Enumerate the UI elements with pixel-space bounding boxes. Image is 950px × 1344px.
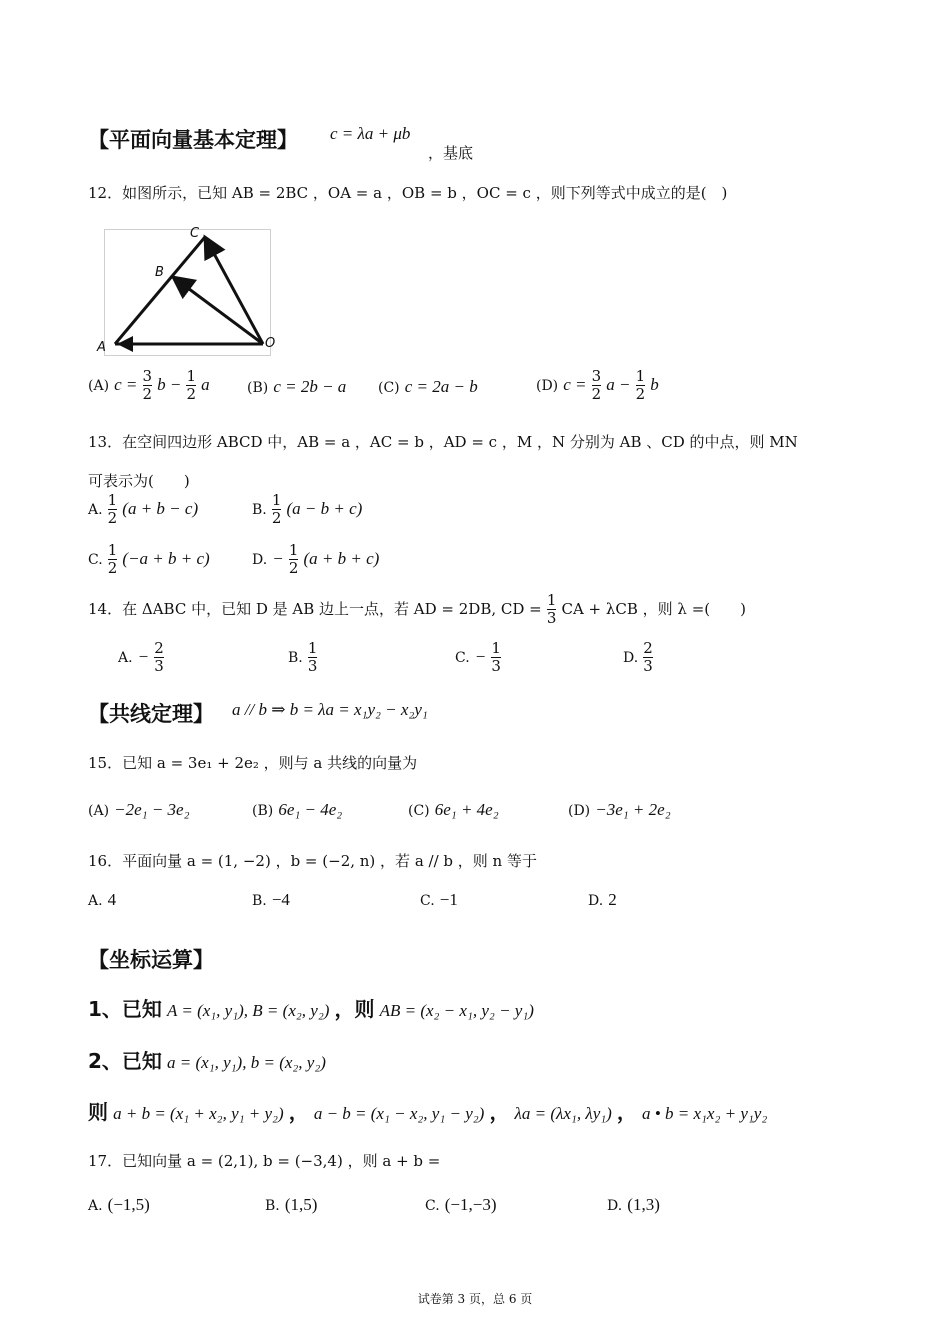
fraction: $\frac{1}{3}$ <box>491 639 501 675</box>
question-17-option-c: C. (−1,−3) <box>425 1195 497 1214</box>
fraction: $\frac{3}{2}$ <box>142 367 153 403</box>
question-13-stem: 13．在空间四边形 ABCD 中，AB = a ，AC = b ，AD = c ，M ，N 分别为 AB 、CD 的中点，则 MN <box>88 433 798 451</box>
figure-label-c: C <box>190 226 200 241</box>
question-13-option-b: B. $\frac{1}{2}$ (a − b + c) <box>252 491 363 527</box>
question-13-stem-line-2: 可表示为( ) <box>88 472 190 490</box>
question-15-option-b: (B) 6e₁ − 4e₂ <box>252 800 343 819</box>
fraction: $\frac{1}{2}$ <box>107 541 118 577</box>
question-16-option-b: B. −4 <box>252 890 290 909</box>
question-13-option-a: A. $\frac{1}{2}$ (a + b − c) <box>88 491 199 527</box>
question-12-option-d: (D) c = $\frac{3}{2}$ a − $\frac{1}{2}$ b <box>536 367 659 403</box>
fraction: $\frac{1}{2}$ <box>186 367 197 403</box>
rule-3: 则 a + b = (x₁ + x₂, y₁ + y₂) ， a − b = (x₁ − x₂, y₁ − y₂) ， λa = (λx₁, λy₁) ， a • b = x₁x₂ + y₁y₂ <box>88 1100 768 1124</box>
question-12-option-b: (B) c = 2b − a <box>247 377 347 396</box>
question-14-option-a: A. − $\frac{2}{3}$ <box>118 639 164 675</box>
fraction: $\frac{1}{3}$ <box>307 639 318 675</box>
rule-2: 2、已知 a = (x₁, y₁), b = (x₂, y₂) <box>88 1049 326 1073</box>
page-footer: 试卷第 3 页，总 6 页 <box>417 1292 533 1306</box>
question-15-option-a: (A) −2e₁ − 3e₂ <box>88 800 190 819</box>
section-title-basic-theorem: 【平面向量基本定理】 <box>88 128 298 152</box>
question-12-option-c: (C) c = 2a − b <box>378 377 478 396</box>
option-lhs: c = <box>114 375 138 394</box>
vector-ob <box>173 277 263 344</box>
question-15-option-c: (C) 6e₁ + 4e₂ <box>408 800 499 819</box>
question-17-option-d: D. (1,3) <box>607 1195 660 1214</box>
question-16-option-a: A. 4 <box>88 890 117 909</box>
question-17-option-b: B. (1,5) <box>265 1195 318 1214</box>
question-14-option-d: D. $\frac{2}{3}$ <box>623 639 653 675</box>
question-16-option-d: D. 2 <box>588 890 617 909</box>
question-14-stem: 14．在 ΔABC 中，已知 D 是 AB 边上一点，若 AD = 2DB, CD = $\frac{1}{3}$ CA + λCB ，则 λ =( ) <box>88 591 746 627</box>
rule-1: 1、已知 A = (x₁, y₁), B = (x₂, y₂) ，则 AB = (x₂ − x₁, y₂ − y₁) <box>88 997 534 1021</box>
fraction: $\frac{2}{3}$ <box>643 639 653 675</box>
question-14-option-b: B. $\frac{1}{3}$ <box>288 639 318 675</box>
figure-label-o: O <box>265 336 276 351</box>
question-17-option-a: A. (−1,5) <box>88 1195 150 1214</box>
question-14-option-c: C. − $\frac{1}{3}$ <box>455 639 501 675</box>
question-13-option-d: D. − $\frac{1}{2}$ (a + b + c) <box>252 541 380 577</box>
option-tag: (A) <box>88 378 110 394</box>
question-15-stem: 15．已知 a = 3e₁ + 2e₂ ，则与 a 共线的向量为 <box>88 754 418 772</box>
question-15-option-d: (D) −3e₁ + 2e₂ <box>568 800 671 819</box>
section-formula-collinear: a // b ⇒ b = λa = x₁y₂ − x₂y₁ <box>232 700 428 719</box>
question-12-triangle-figure <box>95 222 285 362</box>
fraction: $\frac{3}{2}$ <box>591 367 602 403</box>
figure-label-a: A <box>97 340 106 355</box>
fraction: $\frac{1}{3}$ <box>546 591 557 627</box>
figure-label-b: B <box>155 265 164 280</box>
question-16-option-c: C. −1 <box>420 890 458 909</box>
section-title-coordinate-operations: 【坐标运算】 <box>88 948 214 972</box>
fraction: $\frac{1}{2}$ <box>635 367 646 403</box>
fraction: $\frac{1}{2}$ <box>271 491 282 527</box>
question-17-stem: 17．已知向量 a = (2,1), b = (−3,4) ，则 a + b = <box>88 1152 441 1170</box>
vector-oc <box>205 237 263 344</box>
section-formula-basic-theorem: c = λa + μb <box>330 124 411 143</box>
question-12-option-a: (A) c = $\frac{3}{2}$ b − $\frac{1}{2}$ a <box>88 367 210 403</box>
fraction: $\frac{1}{2}$ <box>107 491 118 527</box>
question-13-option-c: C. $\frac{1}{2}$ (−a + b + c) <box>88 541 210 577</box>
fraction: $\frac{1}{2}$ <box>288 541 299 577</box>
section-title-collinear-theorem: 【共线定理】 <box>88 702 214 726</box>
question-16-stem: 16．平面向量 a = (1, −2) ，b = (−2, n) ，若 a // b ，则 n 等于 <box>88 852 537 870</box>
fraction: $\frac{2}{3}$ <box>154 639 164 675</box>
question-12-stem: 12．如图所示，已知 AB = 2BC ，OA = a ，OB = b ，OC = c ，则下列等式中成立的是( ) <box>88 184 728 202</box>
section-suffix-basis: ，基底 <box>428 144 474 162</box>
